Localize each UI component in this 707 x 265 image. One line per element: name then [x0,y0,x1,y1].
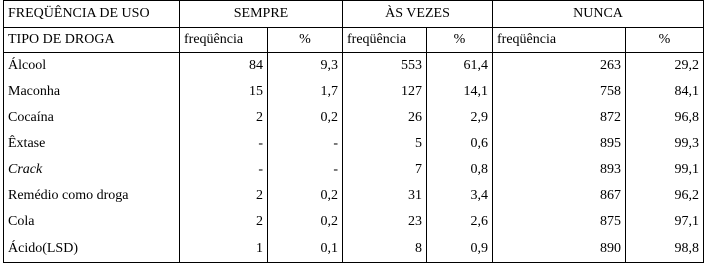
never-frequency-cell: 872 [493,105,626,131]
group-always-header: SEMPRE [180,1,343,28]
drug-name-cell: Êxtase [4,131,180,157]
group-never-header: NUNCA [493,1,704,28]
table-row [4,209,704,235]
frequency-table [3,0,704,263]
never-frequency-cell: 893 [493,157,626,183]
always-percent-cell: 0,1 [268,235,343,263]
table-row [4,183,704,209]
sometimes-percent-cell: 14,1 [427,79,493,105]
sometimes-percent-cell: 0,8 [427,157,493,183]
never-frequency-cell: 263 [493,53,626,80]
never-percent-cell: 29,2 [626,53,704,80]
never-percent-header: % [626,28,704,53]
never-frequency-cell: 758 [493,79,626,105]
sometimes-frequency-cell: 553 [343,53,427,80]
sometimes-percent-cell: 61,4 [427,53,493,80]
never-frequency-cell: 867 [493,183,626,209]
never-frequency-cell: 890 [493,235,626,263]
never-percent-cell: 96,8 [626,105,704,131]
sometimes-percent-header: % [427,28,493,53]
table-row [4,235,704,263]
drug-name-cell: Cola [4,209,180,235]
always-percent-header: % [268,28,343,53]
sometimes-frequency-cell: 5 [343,131,427,157]
never-percent-cell: 98,8 [626,235,704,263]
drug-name-cell: Remédio como droga [4,183,180,209]
always-frequency-cell: - [180,131,268,157]
always-frequency-cell: 84 [180,53,268,80]
sometimes-frequency-cell: 8 [343,235,427,263]
drug-name-cell: Cocaína [4,105,180,131]
table-row [4,53,704,80]
always-frequency-cell: 2 [180,183,268,209]
never-percent-cell: 99,1 [626,157,704,183]
drug-use-frequency-table [3,0,703,263]
always-frequency-cell: - [180,157,268,183]
sometimes-percent-cell: 0,6 [427,131,493,157]
never-percent-cell: 99,3 [626,131,704,157]
table-row [4,157,704,183]
sometimes-percent-cell: 0,9 [427,235,493,263]
drug-type-header: TIPO DE DROGA [4,28,180,53]
never-frequency-cell: 895 [493,131,626,157]
sometimes-percent-cell: 2,9 [427,105,493,131]
never-frequency-cell: 875 [493,209,626,235]
table-row [4,105,704,131]
table-row [4,79,704,105]
sometimes-frequency-cell: 7 [343,157,427,183]
subheader-row [4,28,704,53]
always-percent-cell: 0,2 [268,209,343,235]
never-percent-cell: 97,1 [626,209,704,235]
drug-name-cell: Álcool [4,53,180,80]
always-percent-cell: - [268,157,343,183]
always-percent-cell: 9,3 [268,53,343,80]
always-frequency-cell: 15 [180,79,268,105]
never-frequency-header: freqüência [493,28,626,53]
drug-name-cell: Maconha [4,79,180,105]
drug-name-cell: Crack [4,157,180,183]
sometimes-frequency-cell: 127 [343,79,427,105]
always-frequency-cell: 2 [180,105,268,131]
freq-use-header: FREQÜÊNCIA DE USO [4,1,180,28]
always-percent-cell: 1,7 [268,79,343,105]
group-sometimes-header: ÀS VEZES [343,1,493,28]
sometimes-percent-cell: 2,6 [427,209,493,235]
sometimes-frequency-cell: 26 [343,105,427,131]
sometimes-frequency-cell: 31 [343,183,427,209]
sometimes-frequency-header: freqüência [343,28,427,53]
always-percent-cell: 0,2 [268,183,343,209]
always-percent-cell: - [268,131,343,157]
sometimes-frequency-cell: 23 [343,209,427,235]
table-row [4,131,704,157]
never-percent-cell: 84,1 [626,79,704,105]
drug-name-cell: Ácido(LSD) [4,235,180,263]
always-percent-cell: 0,2 [268,105,343,131]
header-row [4,1,704,28]
always-frequency-header: freqüência [180,28,268,53]
always-frequency-cell: 2 [180,209,268,235]
sometimes-percent-cell: 3,4 [427,183,493,209]
always-frequency-cell: 1 [180,235,268,263]
never-percent-cell: 96,2 [626,183,704,209]
